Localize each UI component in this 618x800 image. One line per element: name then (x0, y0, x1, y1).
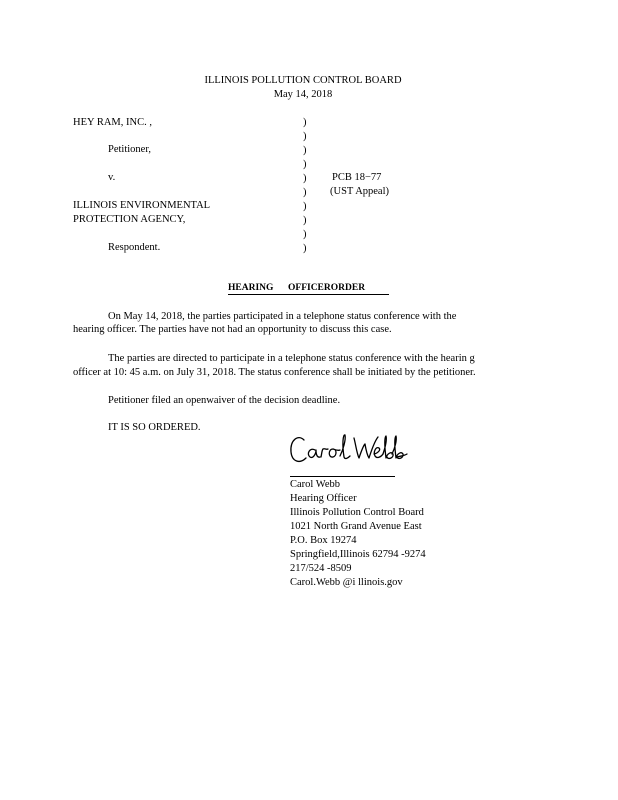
caption-paren: ) (303, 131, 307, 142)
signer-city: Springfield,Illinois 62794 -9274 (290, 549, 426, 560)
caption-paren: ) (303, 243, 307, 254)
paragraph-3: Petitioner filed an openwaiver of the decision deadline. (108, 395, 341, 406)
respondent-role: Respondent. (108, 242, 161, 253)
signer-phone: 217/524 -8509 (290, 563, 352, 574)
paragraph-1-line-2: hearing officer. The parties have not had an opportunity to discuss this case. (73, 324, 392, 335)
petitioner-name: HEY RAM, INC. , (73, 117, 152, 128)
signer-name: Carol Webb (290, 479, 340, 490)
paragraph-1-line-1: On May 14, 2018, the parties participated in a telephone status conference with the (108, 311, 457, 322)
caption-paren: ) (303, 173, 307, 184)
order-date: May 14, 2018 (273, 89, 333, 100)
petitioner-role: Petitioner, (108, 144, 152, 155)
order-title-part1: HEARING (228, 283, 274, 293)
caption-paren: ) (303, 201, 307, 212)
caption-paren: ) (303, 187, 307, 198)
paragraph-2-line-2: officer at 10: 45 a.m. on July 31, 2018. The status conference shall be initiated by the petitioner. (73, 367, 476, 378)
paragraph-2-line-1: The parties are directed to participate in a telephone status conference with the hearin g (108, 353, 475, 364)
caption-paren: ) (303, 159, 307, 170)
case-number: PCB 18−77 (332, 172, 382, 183)
case-type: (UST Appeal) (330, 186, 390, 197)
caption-paren: ) (303, 215, 307, 226)
signer-email: Carol.Webb @i llinois.gov (290, 577, 403, 588)
caption-paren: ) (303, 145, 307, 156)
signer-organization: Illinois Pollution Control Board (290, 507, 424, 518)
board-name: ILLINOIS POLLUTION CONTROL BOARD (204, 75, 402, 86)
respondent-name-line2: PROTECTION AGENCY, (73, 214, 186, 225)
order-title-part2: OFFICERORDER (288, 283, 366, 293)
caption-parentheses (303, 116, 307, 256)
handwritten-signature (288, 430, 418, 476)
signature-line (290, 476, 395, 477)
signer-po-box: P.O. Box 19274 (290, 535, 357, 546)
closing-statement: IT IS SO ORDERED. (108, 422, 201, 433)
versus-label: v. (108, 172, 116, 183)
caption-paren: ) (303, 117, 307, 128)
signer-title: Hearing Officer (290, 493, 357, 504)
caption-paren: ) (303, 229, 307, 240)
signer-street: 1021 North Grand Avenue East (290, 521, 422, 532)
respondent-name-line1: ILLINOIS ENVIRONMENTAL (73, 200, 211, 211)
order-title-underline (228, 294, 389, 295)
